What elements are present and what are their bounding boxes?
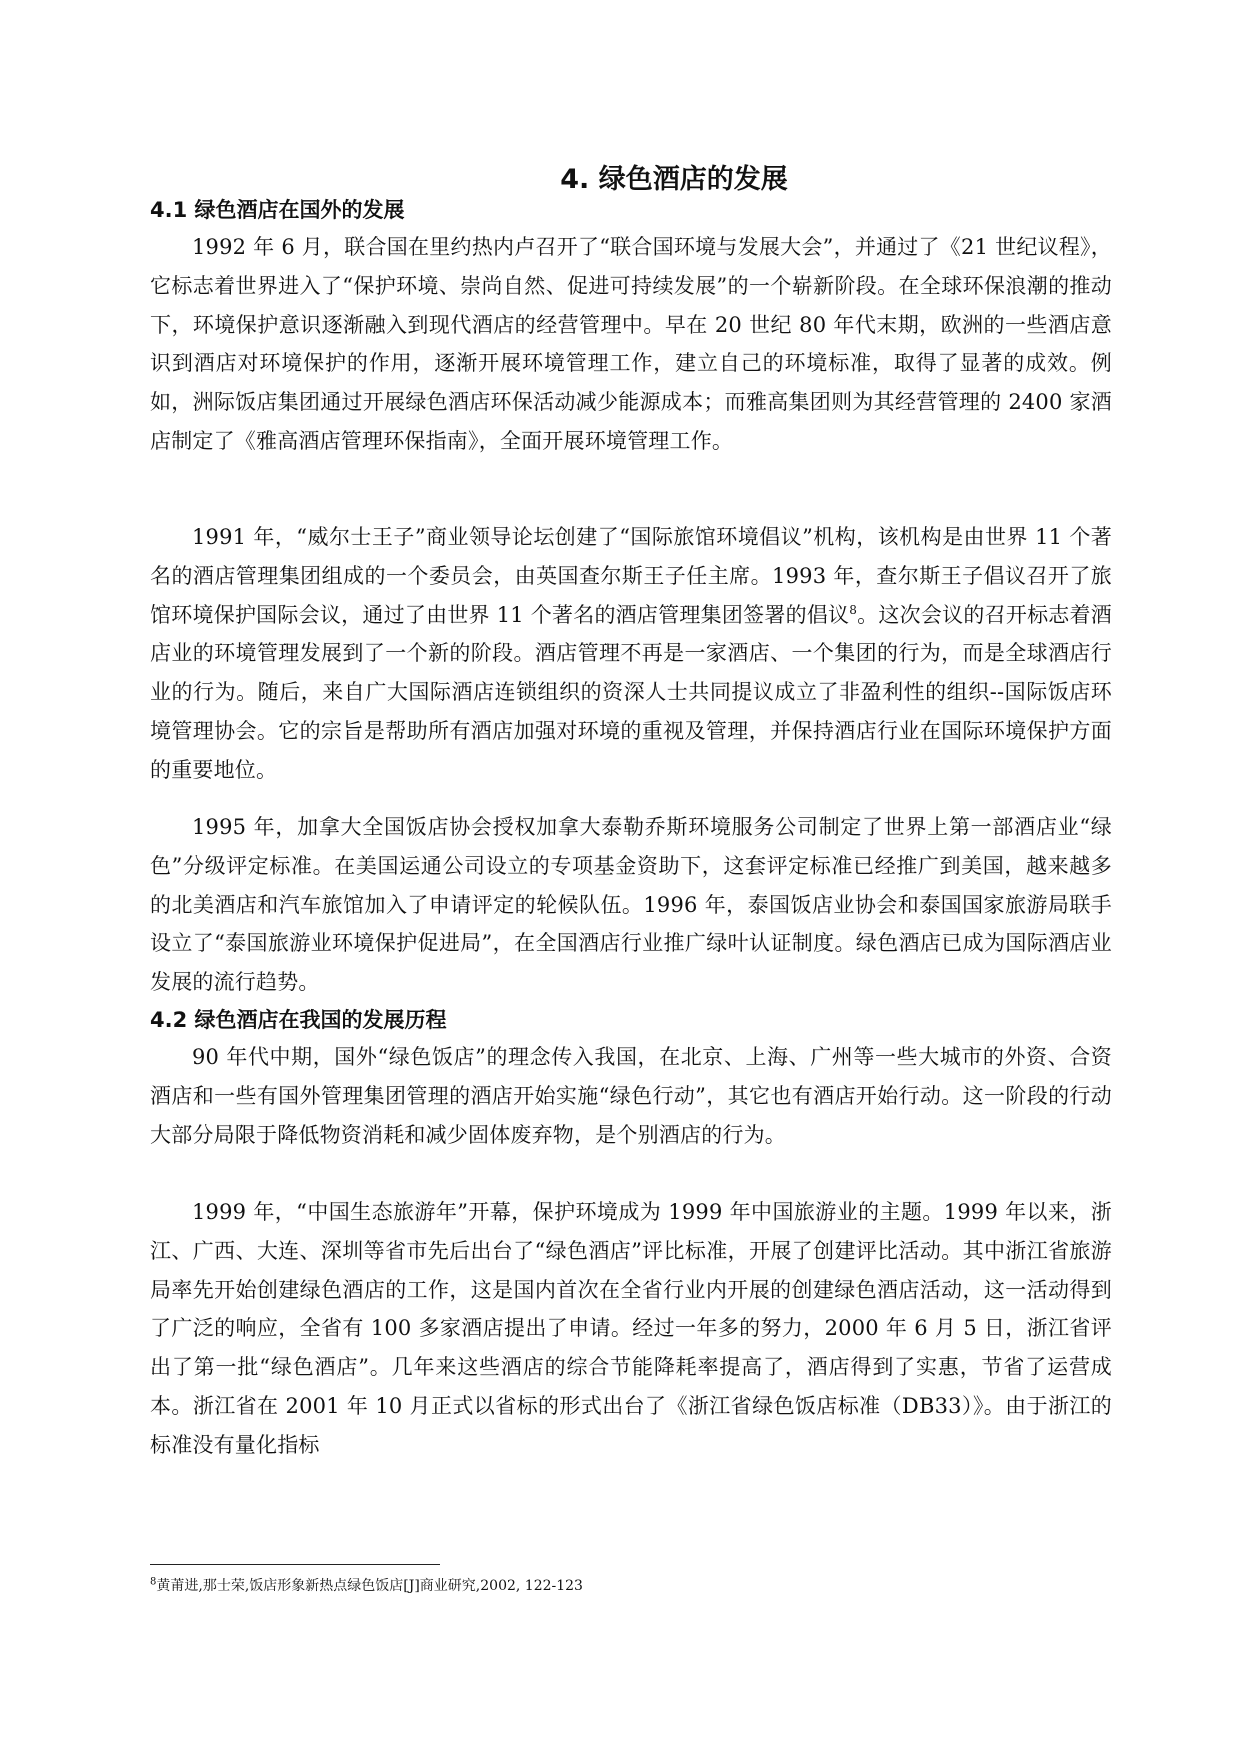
section-heading-4-1: 4.1 绿色酒店在国外的发展 <box>150 198 405 222</box>
paragraph-4-1-3: 1995 年，加拿大全国饭店协会授权加拿大泰勒乔斯环境服务公司制定了世界上第一部酒店业“绿色”分级评定标准。在美国运通公司设立的专项基金资助下，这套评定标准已经推广到美国，越来越多的北美酒店和汽车旅馆加入了申请评定的轮候队伍。1996 年，泰国饭店业协会和泰国国家旅游局联手设立了“泰国旅游业环境保护促进局”，在全国酒店行业推广绿叶认证制度。绿色酒店已成为国际酒店业发展的流行趋势。 <box>150 815 1112 995</box>
paragraph-4-2-1: 90 年代中期，国外“绿色饭店”的理念传入我国，在北京、上海、广州等一些大城市的外资、合资酒店和一些有国外管理集团管理的酒店开始实施“绿色行动”，其它也有酒店开始行动。这一阶段的行动大部分局限于降低物资消耗和减少固体废弃物，是个别酒店的行为。 <box>150 1045 1112 1147</box>
chapter-title: 4. 绿色酒店的发展 <box>560 164 788 195</box>
footnote-text: 黄莆进,那士荣,饭店形象新热点绿色饭店[J]商业研究,2002, 122-123 <box>156 1578 583 1594</box>
paragraph-4-1-2-part-a: 1991 年，“威尔士王子”商业领导论坛创建了“国际旅馆环境倡议”机构，该机构是由世界 11 个著名的酒店管理集团组成的一个委员会，由英国查尔斯王子任主席。1993 年，查尔斯王子倡议召开了旅馆环境保护国际会议，通过了由世界 11 个著名的酒店管理集团签署的倡议 <box>150 525 1112 627</box>
paragraph-4-1-1: 1992 年 6 月，联合国在里约热内卢召开了“联合国环境与发展大会”，并通过了《21 世纪议程》，它标志着世界进入了“保护环境、崇尚自然、促进可持续发展”的一个崭新阶段。在全球环保浪潮的推动下，环境保护意识逐渐融入到现代酒店的经营管理中。早在 20 世纪 80 年代末期，欧洲的一些酒店意识到酒店对环境保护的作用，逐渐开展环境管理工作，建立自己的环境标准，取得了显著的成效。例如，洲际饭店集团通过开展绿色酒店环保活动减少能源成本；而雅高集团则为其经营管理的 2400 家酒店制定了《雅高酒店管理环保指南》，全面开展环境管理工作。 <box>150 235 1112 453</box>
footnote-reference[interactable]: 8 <box>849 602 858 617</box>
paragraph-4-1-2-part-b: 。这次会议的召开标志着酒店业的环境管理发展到了一个新的阶段。酒店管理不再是一家酒店、一个集团的行为，而是全球酒店行业的行为。随后，来自广大国际酒店连锁组织的资深人士共同提议成立了非盈利性的组织--国际饭店环境管理协会。它的宗旨是帮助所有酒店加强对环境的重视及管理，并保持酒店行业在国际环境保护方面的重要地位。 <box>150 602 1112 782</box>
footnote <box>150 1576 1050 1596</box>
section-heading-4-2: 4.2 绿色酒店在我国的发展历程 <box>150 1008 447 1032</box>
footnote-divider <box>150 1564 440 1565</box>
paragraph-4-2-2: 1999 年，“中国生态旅游年”开幕，保护环境成为 1999 年中国旅游业的主题。1999 年以来，浙江、广西、大连、深圳等省市先后出台了“绿色酒店”评比标准，开展了创建评比活动。其中浙江省旅游局率先开始创建绿色酒店的工作，这是国内首次在全省行业内开展的创建绿色酒店活动，这一活动得到了广泛的响应，全省有 100 多家酒店提出了申请。经过一年多的努力，2000 年 6 月 5 日，浙江省评出了第一批“绿色酒店”。几年来这些酒店的综合节能降耗率提高了，酒店得到了实惠，节省了运营成本。浙江省在 2001 年 10 月正式以省标的形式出台了《浙江省绿色饭店标准（DB33）》。由于浙江的标准没有量化指标 <box>150 1200 1112 1457</box>
footnote-mark: 8 <box>150 1576 157 1588</box>
paragraph-4-1-2 <box>150 518 1112 790</box>
